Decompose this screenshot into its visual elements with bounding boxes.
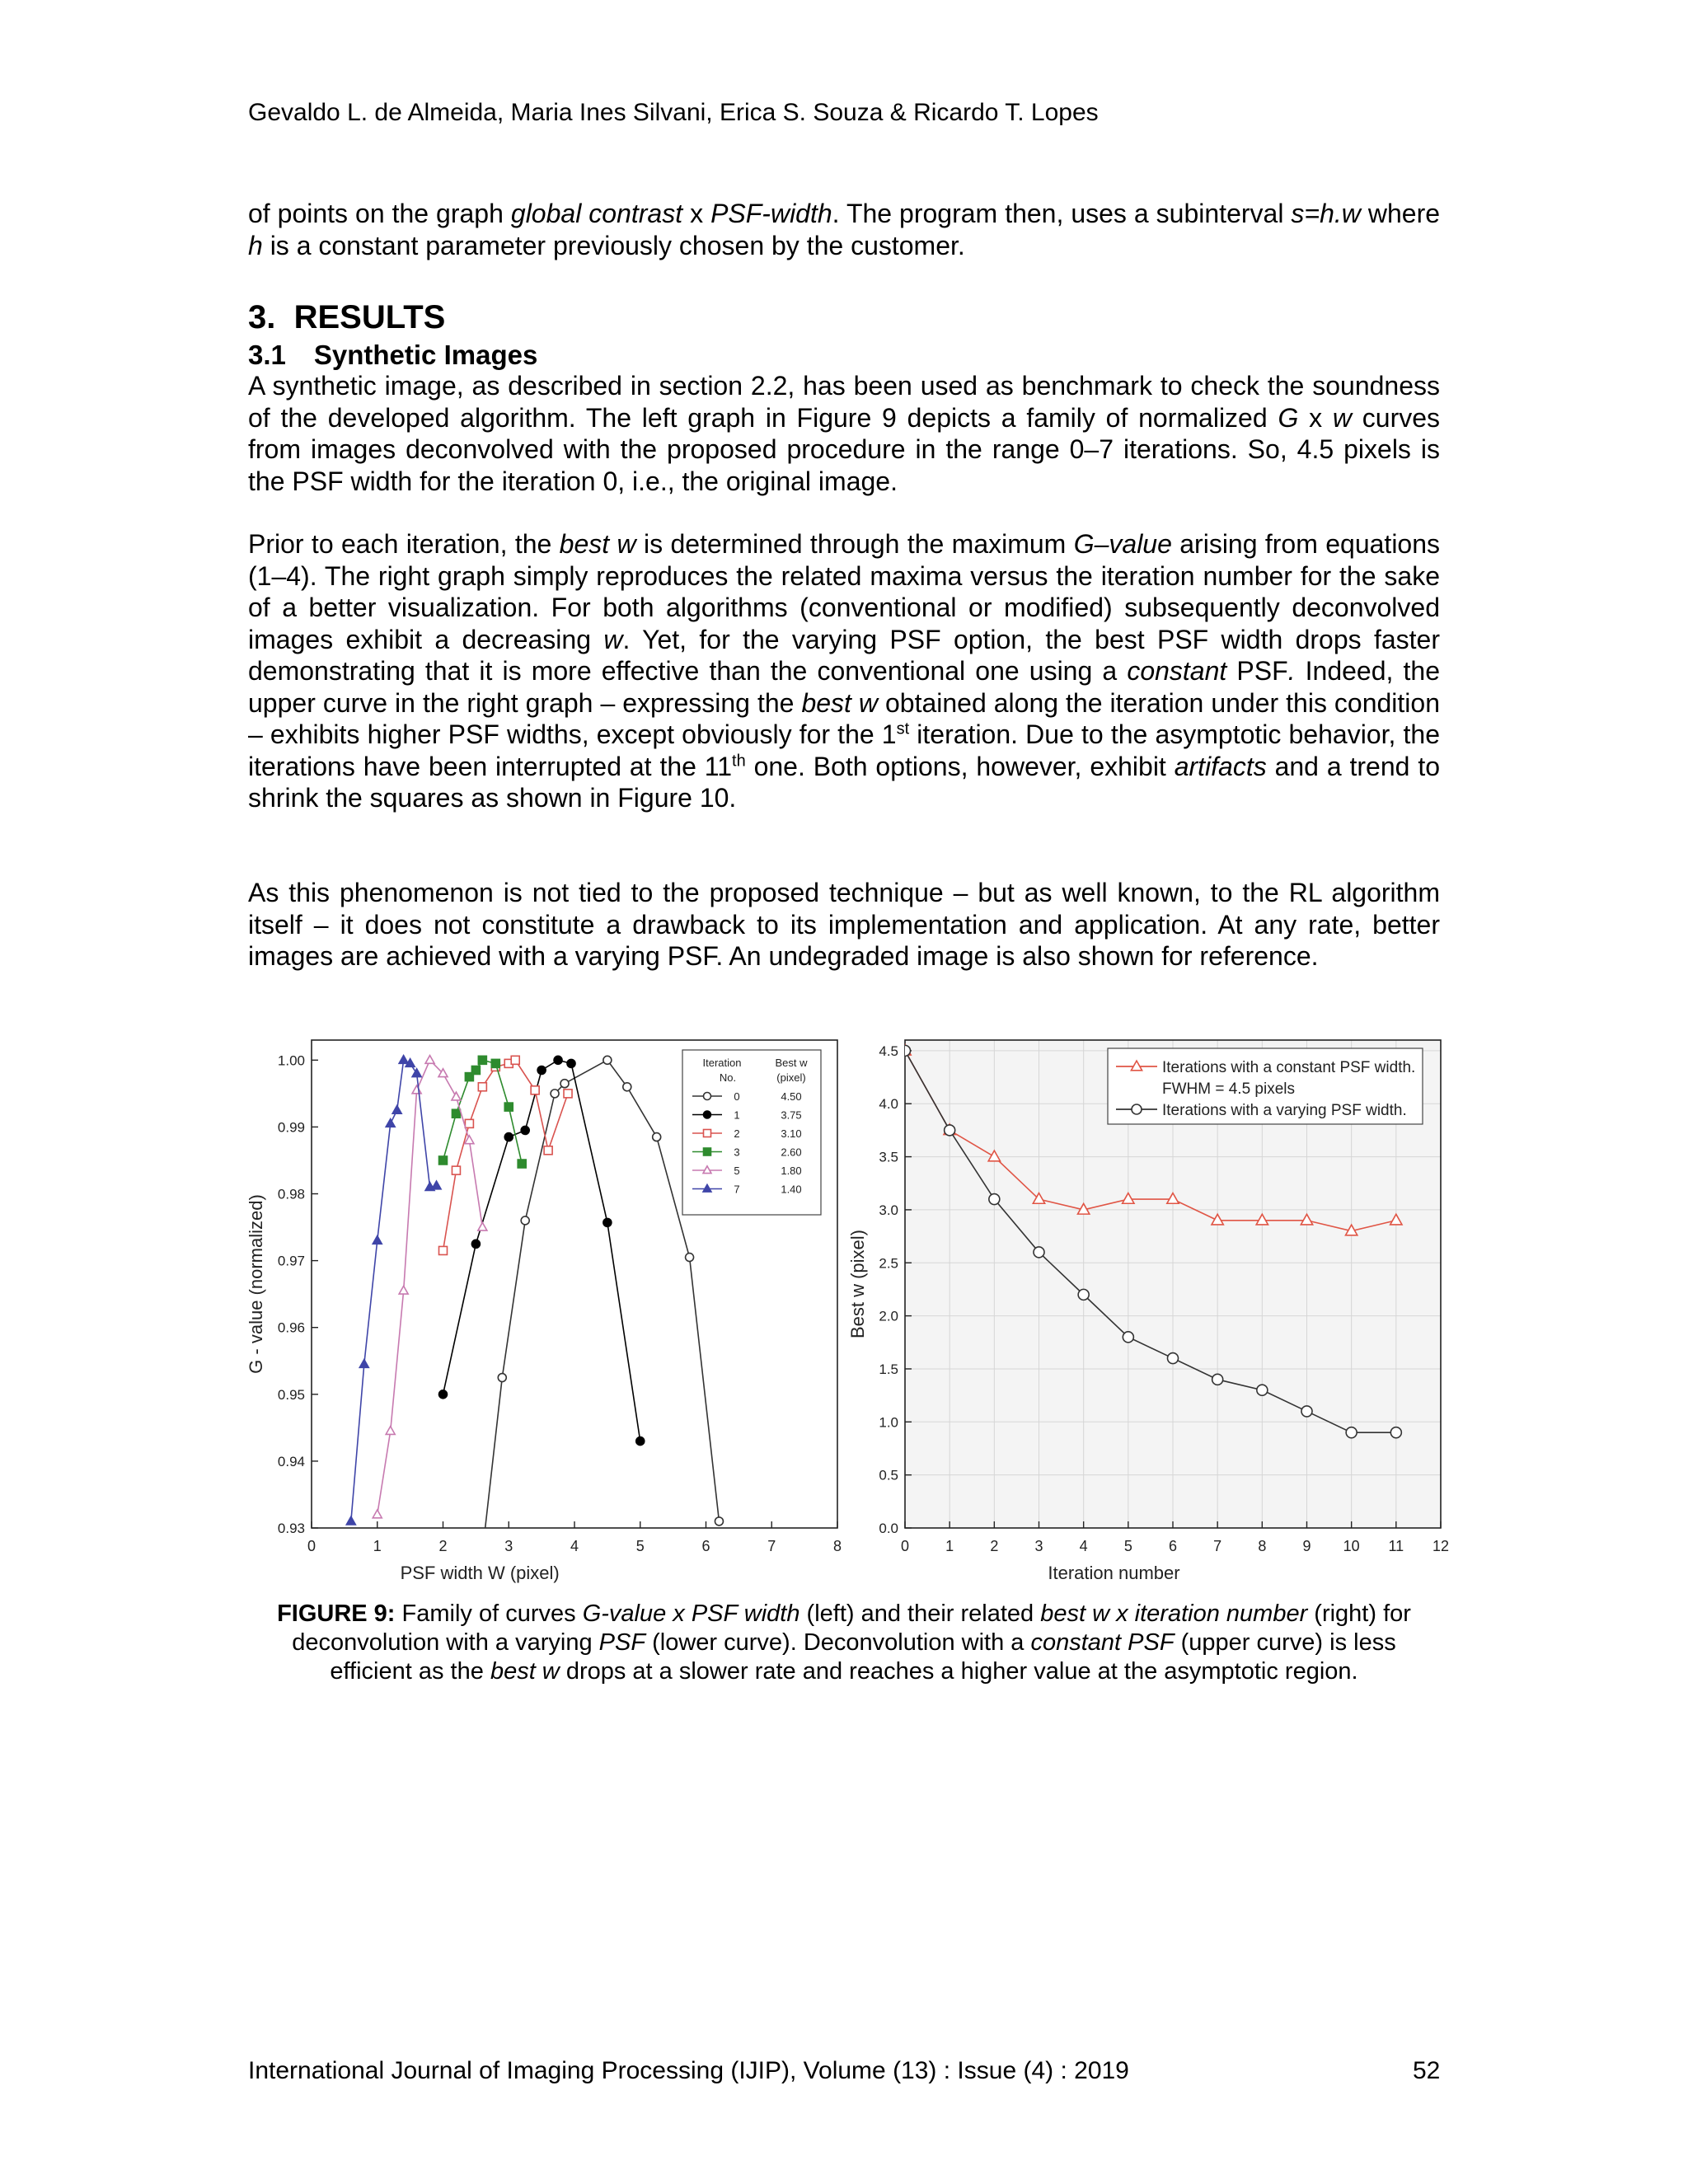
left-chart-data-point [603, 1218, 612, 1226]
left-chart-y-axis-label: G - value (normalized) [246, 1194, 266, 1374]
right-chart-y-tick-label: 2.0 [879, 1308, 898, 1324]
left-chart-data-point [439, 1246, 448, 1254]
right-chart-x-tick-label: 10 [1343, 1538, 1360, 1554]
synthetic-paragraph: A synthetic image, as described in section 2.2, has been used as benchmark to check the soundness of the developed algorithm. The left graph in Figure 9 depicts a family of normalized G x w curves from images deconvolved with the proposed procedure in the range 0–7 iterations. So, 4.5 pixels is the PSF width for the iteration 0, i.e., the original image. [248, 371, 1441, 496]
right-chart-data-point [1301, 1406, 1312, 1417]
legend-best-w: 1.40 [781, 1183, 802, 1196]
page-number: 52 [1413, 2057, 1441, 2084]
left-chart-x-tick-label: 2 [438, 1538, 448, 1554]
right-chart-x-tick-label: 5 [1123, 1538, 1132, 1554]
figure-9-svg [239, 1032, 1459, 1592]
right-chart-y-tick-label: 1.0 [879, 1414, 898, 1431]
right-chart-data-point [1346, 1427, 1357, 1438]
legend-label-constant: Iterations with a constant PSF width. [1162, 1059, 1416, 1076]
legend-header-best-w: Best w [775, 1057, 808, 1069]
left-chart-x-tick-label: 0 [307, 1538, 316, 1554]
legend-best-w: 4.50 [781, 1090, 802, 1103]
right-chart-y-tick-label: 3.5 [879, 1149, 898, 1165]
left-chart-data-point [564, 1090, 572, 1098]
legend-iteration-no: 0 [734, 1090, 740, 1103]
right-chart-data-point [1034, 1247, 1044, 1258]
left-chart-y-tick-label: 0.94 [277, 1453, 305, 1469]
right-chart-x-tick-label: 8 [1258, 1538, 1267, 1554]
legend-iteration-no: 2 [734, 1127, 740, 1140]
legend-marker-varying [1132, 1104, 1142, 1114]
right-chart-y-tick-label: 0.5 [879, 1467, 898, 1483]
left-chart-x-tick-label: 7 [767, 1538, 776, 1554]
right-chart-x-axis-label: Iteration number [1048, 1563, 1180, 1583]
left-chart-data-point [465, 1119, 473, 1127]
left-chart-x-tick-label: 5 [635, 1538, 645, 1554]
right-chart-x-tick-label: 12 [1432, 1538, 1450, 1554]
left-chart-y-tick-label: 0.99 [277, 1119, 305, 1136]
left-chart-x-tick-label: 1 [373, 1538, 382, 1554]
legend-iteration-no: 5 [734, 1165, 740, 1177]
right-chart-x-tick-label: 3 [1034, 1538, 1043, 1554]
right-chart-data-point [1168, 1353, 1179, 1364]
left-chart-data-point [623, 1083, 631, 1091]
right-chart-y-tick-label: 2.5 [879, 1255, 898, 1272]
right-chart-data-point [1257, 1385, 1268, 1395]
legend-header-pixel: (pixel) [776, 1071, 806, 1084]
left-chart-x-tick-label: 4 [570, 1538, 579, 1554]
right-chart-data-point [1390, 1427, 1401, 1438]
left-chart-data-point [439, 1156, 448, 1165]
right-chart-data-point [945, 1125, 955, 1136]
legend-iteration-no: 7 [734, 1183, 740, 1196]
left-chart-data-point [498, 1374, 506, 1382]
left-chart-data-point [544, 1146, 552, 1155]
right-chart-x-tick-label: 1 [945, 1538, 954, 1554]
legend-marker [704, 1111, 711, 1118]
running-header: Gevaldo L. de Almeida, Maria Ines Silvani, Erica S. Souza & Ricardo T. Lopes [248, 99, 1099, 126]
left-chart-data-point [603, 1056, 612, 1064]
left-chart-data-point [439, 1390, 448, 1399]
right-chart-y-axis-label: Best w (pixel) [847, 1229, 868, 1339]
right-chart-data-point [1212, 1374, 1223, 1385]
footer-journal: International Journal of Imaging Processing (IJIP), Volume (13) : Issue (4) : 2019 [248, 2057, 1129, 2084]
legend-best-w: 3.75 [781, 1108, 802, 1122]
right-legend [1108, 1048, 1423, 1124]
legend-iteration-no: 3 [734, 1146, 740, 1159]
right-chart-x-tick-label: 7 [1213, 1538, 1222, 1554]
right-chart-y-tick-label: 4.0 [879, 1096, 898, 1113]
left-chart [246, 1040, 842, 1586]
right-chart-x-tick-label: 2 [990, 1538, 999, 1554]
legend-label-varying: Iterations with a varying PSF width. [1162, 1102, 1407, 1119]
left-chart-data-point [567, 1059, 575, 1067]
left-chart-data-point [653, 1133, 661, 1141]
left-chart-data-point [491, 1059, 499, 1067]
right-chart-y-tick-label: 0.0 [879, 1521, 898, 1536]
right-chart-data-point [1078, 1289, 1089, 1300]
left-chart-x-tick-label: 3 [504, 1538, 513, 1554]
left-chart-data-point [531, 1086, 539, 1094]
left-chart-x-tick-label: 6 [701, 1538, 710, 1554]
left-chart-data-point [504, 1103, 513, 1111]
intro-paragraph: of points on the graph global contrast x PSF-width. The program then, uses a subinterval s=h.w where h is a constant parameter previously chosen by the customer. [248, 199, 1441, 260]
left-chart-data-point [521, 1216, 529, 1225]
right-chart-data-point [1123, 1332, 1133, 1343]
left-chart-data-point [715, 1517, 723, 1526]
legend-header-no: No. [719, 1071, 737, 1084]
right-chart-data-point [989, 1194, 1000, 1205]
left-chart-data-point [478, 1083, 486, 1091]
legend-best-w: 3.10 [781, 1127, 802, 1140]
legend-marker [704, 1130, 711, 1137]
phenomenon-paragraph: As this phenomenon is not tied to the proposed technique – but as well known, to the RL algorithm itself – it does not constitute a drawback to its implementation and application. At any rate, better images are achieved with a varying PSF. An undegraded image is also shown for reference. [248, 878, 1440, 971]
left-chart-data-point [554, 1056, 562, 1064]
legend-iteration-no: 1 [734, 1108, 740, 1122]
section-heading: 3. RESULTS [248, 299, 446, 335]
left-chart-x-tick-label: 8 [832, 1538, 842, 1554]
left-chart-y-tick-label: 0.95 [277, 1386, 305, 1403]
legend-marker [704, 1093, 711, 1100]
right-chart-x-tick-label: 4 [1079, 1538, 1088, 1554]
left-legend [682, 1050, 821, 1215]
left-chart-data-point [551, 1090, 559, 1098]
legend-header-iteration: Iteration [702, 1057, 742, 1069]
left-chart-data-point [537, 1066, 546, 1074]
left-chart-data-point [452, 1166, 460, 1174]
left-chart-data-point [560, 1080, 569, 1088]
legend-best-w: 2.60 [781, 1146, 802, 1159]
right-chart-y-tick-label: 3.0 [879, 1202, 898, 1218]
left-chart-data-point [471, 1066, 480, 1074]
right-chart-y-tick-label: 4.5 [879, 1043, 898, 1059]
left-chart-y-tick-label: 1.00 [277, 1052, 305, 1069]
right-chart-data-point [900, 1045, 911, 1056]
legend-best-w: 1.80 [781, 1165, 802, 1177]
right-chart-y-tick-label: 1.5 [879, 1361, 898, 1377]
left-chart-data-point [471, 1240, 480, 1248]
prior-paragraph: Prior to each iteration, the best w is determined through the maximum G–value arising from equations (1–4). The right graph simply reproduces the related maxima versus the iteration number for the sake of a better visualization. For both algorithms (conventional or modified) subsequently deconvolved images exhibit a decreasing w. Yet, for the varying PSF option, the best PSF width drops faster demonstrating that it is more effective than the conventional one using a constant PSF. Indeed, the upper curve in the right graph – expressing the best w obtained along the iteration under this condition – exhibits higher PSF widths, except obviously for the 1st iteration. Due to the asymptotic behavior, the iterations have been interrupted at the 11th one. Both options, however, exhibit artifacts and a trend to shrink the squares as shown in Figure 10. [248, 529, 1441, 813]
right-chart-x-tick-label: 6 [1168, 1538, 1178, 1554]
left-chart-x-axis-label: PSF width W (pixel) [400, 1563, 560, 1583]
legend-label-fwhm: FWHM = 4.5 pixels [1162, 1080, 1296, 1098]
left-chart-y-tick-label: 0.96 [277, 1319, 305, 1336]
left-chart-data-point [452, 1109, 460, 1118]
right-chart-x-tick-label: 11 [1388, 1538, 1404, 1554]
left-chart-data-point [521, 1126, 529, 1134]
legend-marker [704, 1148, 711, 1155]
left-chart-data-point [511, 1056, 519, 1064]
left-chart-data-point [504, 1133, 513, 1141]
left-chart-y-tick-label: 0.97 [277, 1253, 305, 1269]
figure-caption: FIGURE 9: Family of curves G-value x PSF width (left) and their related best w x iteration number (right) for deconvolution with a varying PSF (lower curve). Deconvolution with a constant PSF (upper curve) is less efficient as the best w drops at a slower rate and reaches a higher value at the asymptotic region. [277, 1601, 1411, 1685]
left-chart-y-tick-label: 0.93 [277, 1521, 305, 1536]
left-chart-y-tick-label: 0.98 [277, 1186, 305, 1202]
left-chart-data-point [478, 1056, 486, 1064]
left-chart-data-point [636, 1437, 645, 1446]
subsection-heading: 3.1 Synthetic Images [248, 340, 538, 370]
left-chart-data-point [686, 1254, 694, 1262]
right-chart [847, 1040, 1449, 1583]
figure-9 [239, 1032, 1459, 1596]
right-chart-x-tick-label: 0 [900, 1538, 910, 1554]
right-chart-x-tick-label: 9 [1302, 1538, 1311, 1554]
left-chart-data-point [518, 1160, 526, 1168]
